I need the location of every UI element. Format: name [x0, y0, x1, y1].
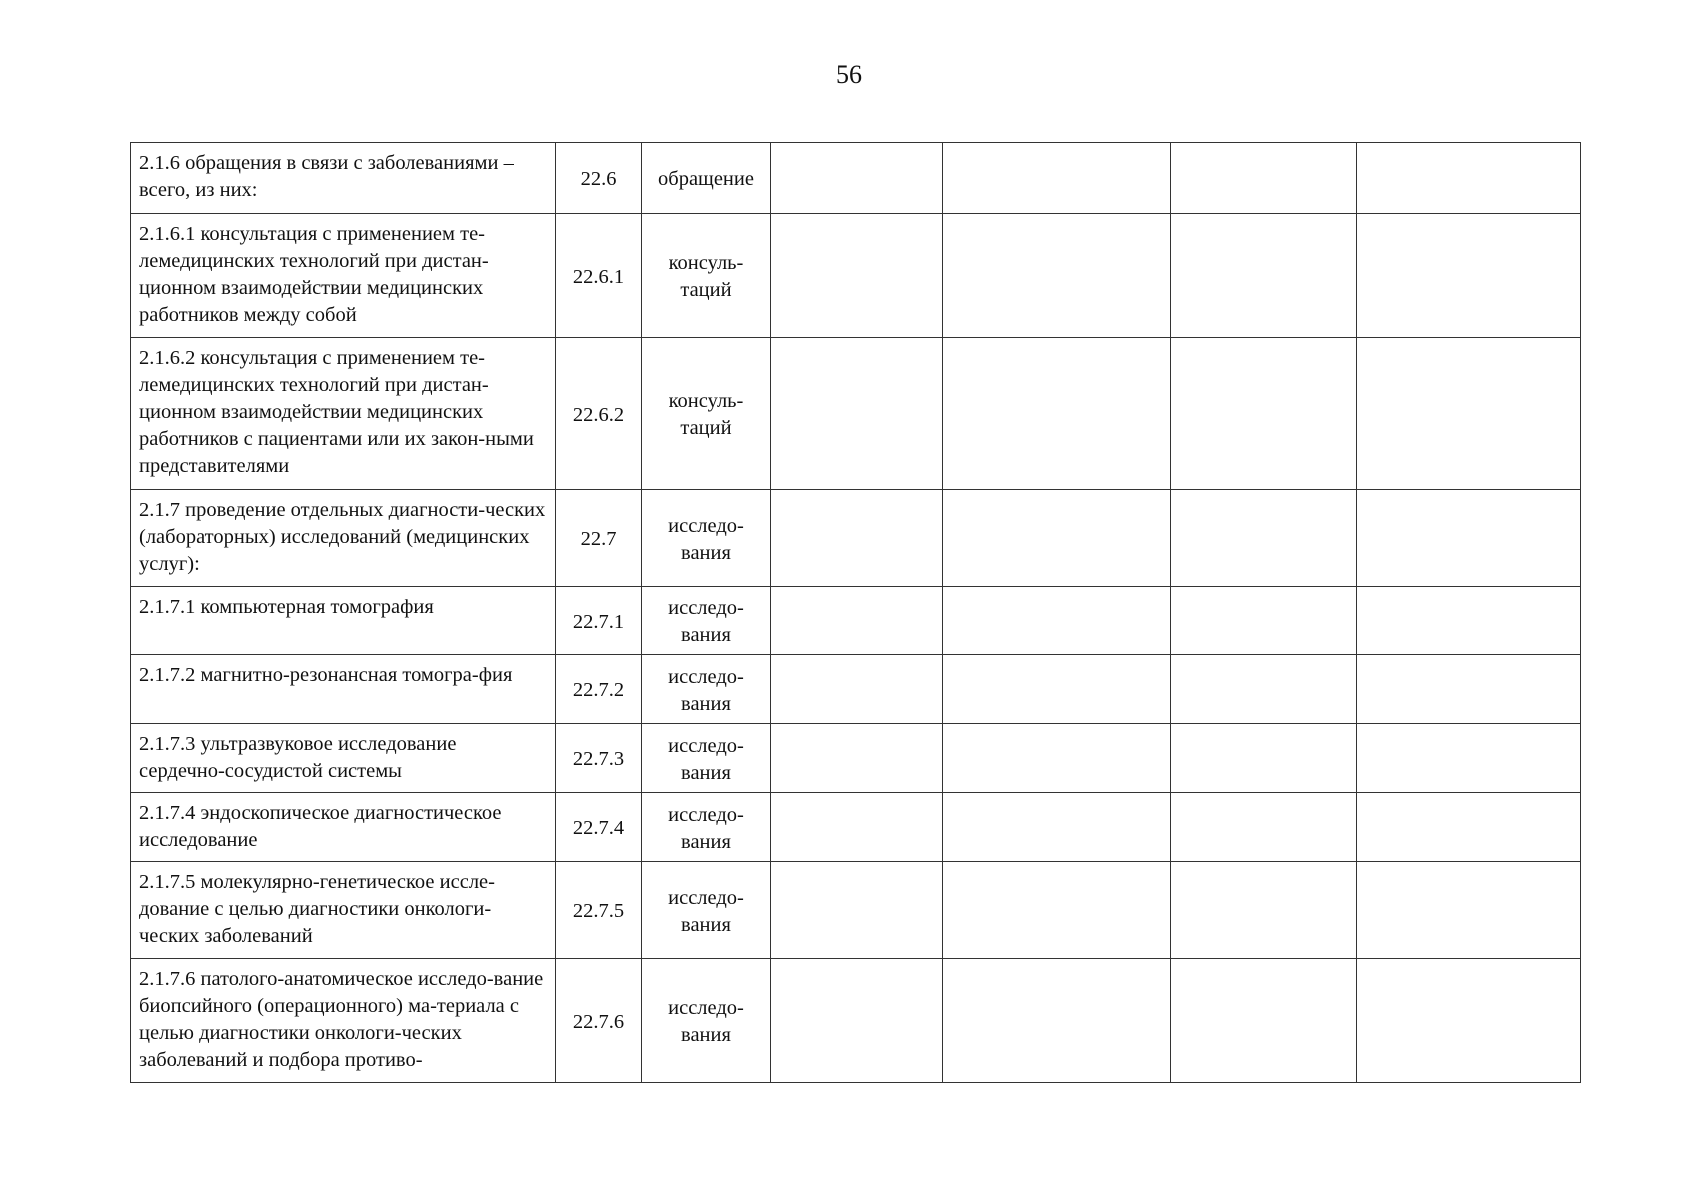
row-code-cell: 22.7	[556, 490, 642, 587]
row-empty-cell	[1171, 959, 1357, 1083]
row-empty-cell	[943, 959, 1171, 1083]
page-number: 56	[836, 60, 862, 89]
row-unit-cell: консуль- таций	[642, 338, 771, 490]
row-unit-cell: исследо- вания	[642, 490, 771, 587]
row-code-cell: 22.7.5	[556, 862, 642, 959]
row-name-cell: 2.1.7.2 магнитно-резонансная томогра-фия	[131, 655, 556, 724]
row-code-cell: 22.7.2	[556, 655, 642, 724]
row-empty-cell	[1171, 143, 1357, 214]
row-code-cell: 22.7.1	[556, 587, 642, 655]
row-empty-cell	[943, 214, 1171, 338]
row-empty-cell	[771, 214, 943, 338]
table-row	[131, 724, 1581, 793]
row-empty-cell	[1357, 959, 1581, 1083]
row-name-cell: 2.1.6.2 консультация с применением те-лемедицинских технологий при дистан-ционном взаимодействии медицинских работников с пациентами или их закон-ными представителями	[131, 338, 556, 490]
row-empty-cell	[943, 862, 1171, 959]
row-empty-cell	[771, 655, 943, 724]
table-row	[131, 793, 1581, 862]
row-empty-cell	[771, 959, 943, 1083]
row-empty-cell	[771, 143, 943, 214]
row-empty-cell	[771, 338, 943, 490]
row-unit-cell: исследо- вания	[642, 793, 771, 862]
row-empty-cell	[1357, 490, 1581, 587]
row-empty-cell	[1357, 724, 1581, 793]
row-empty-cell	[943, 490, 1171, 587]
row-empty-cell	[943, 655, 1171, 724]
table-row	[131, 143, 1581, 214]
row-name-cell: 2.1.7.3 ультразвуковое исследование сердечно-сосудистой системы	[131, 724, 556, 793]
row-unit-cell: исследо- вания	[642, 862, 771, 959]
row-empty-cell	[943, 724, 1171, 793]
table-body	[131, 143, 1581, 1083]
row-empty-cell	[1171, 724, 1357, 793]
row-empty-cell	[943, 793, 1171, 862]
row-code-cell: 22.7.6	[556, 959, 642, 1083]
row-name-cell: 2.1.7 проведение отдельных диагности-ческих (лабораторных) исследований (медицинских услуг):	[131, 490, 556, 587]
row-unit-cell: исследо- вания	[642, 724, 771, 793]
row-unit-cell: консуль- таций	[642, 214, 771, 338]
row-name-cell: 2.1.7.6 патолого-анатомическое исследо-вание биопсийного (операционного) ма-териала с целью диагностики онкологи-ческих заболеваний и подбора противо-	[131, 959, 556, 1083]
row-empty-cell	[1171, 490, 1357, 587]
row-empty-cell	[1171, 655, 1357, 724]
row-empty-cell	[771, 793, 943, 862]
table-row	[131, 490, 1581, 587]
row-empty-cell	[943, 143, 1171, 214]
row-empty-cell	[771, 862, 943, 959]
row-unit-cell: исследо- вания	[642, 655, 771, 724]
row-empty-cell	[1171, 862, 1357, 959]
row-code-cell: 22.6	[556, 143, 642, 214]
row-code-cell: 22.6.1	[556, 214, 642, 338]
row-empty-cell	[1357, 214, 1581, 338]
data-table	[130, 142, 1581, 1083]
row-unit-cell: исследо- вания	[642, 587, 771, 655]
row-name-cell: 2.1.6.1 консультация с применением те-лемедицинских технологий при дистан-ционном взаимодействии медицинских работников между собой	[131, 214, 556, 338]
table-row	[131, 862, 1581, 959]
row-empty-cell	[1357, 587, 1581, 655]
row-name-cell: 2.1.7.1 компьютерная томография	[131, 587, 556, 655]
row-name-cell: 2.1.7.4 эндоскопическое диагностическое исследование	[131, 793, 556, 862]
row-empty-cell	[1357, 862, 1581, 959]
row-empty-cell	[943, 587, 1171, 655]
row-empty-cell	[771, 724, 943, 793]
row-empty-cell	[1357, 655, 1581, 724]
row-code-cell: 22.7.3	[556, 724, 642, 793]
row-unit-cell: исследо- вания	[642, 959, 771, 1083]
table-row	[131, 959, 1581, 1083]
table-row	[131, 338, 1581, 490]
row-empty-cell	[1171, 793, 1357, 862]
row-empty-cell	[1171, 338, 1357, 490]
row-name-cell: 2.1.6 обращения в связи с заболеваниями – всего, из них:	[131, 143, 556, 214]
row-empty-cell	[1171, 587, 1357, 655]
row-empty-cell	[1357, 338, 1581, 490]
row-empty-cell	[943, 338, 1171, 490]
table-row	[131, 587, 1581, 655]
row-empty-cell	[1357, 143, 1581, 214]
row-name-cell: 2.1.7.5 молекулярно-генетическое иссле-дование с целью диагностики онкологи-ческих заболеваний	[131, 862, 556, 959]
row-empty-cell	[771, 587, 943, 655]
row-empty-cell	[771, 490, 943, 587]
row-unit-cell: обращение	[642, 143, 771, 214]
row-empty-cell	[1171, 214, 1357, 338]
table-row	[131, 214, 1581, 338]
row-code-cell: 22.6.2	[556, 338, 642, 490]
row-empty-cell	[1357, 793, 1581, 862]
row-code-cell: 22.7.4	[556, 793, 642, 862]
table-row	[131, 655, 1581, 724]
